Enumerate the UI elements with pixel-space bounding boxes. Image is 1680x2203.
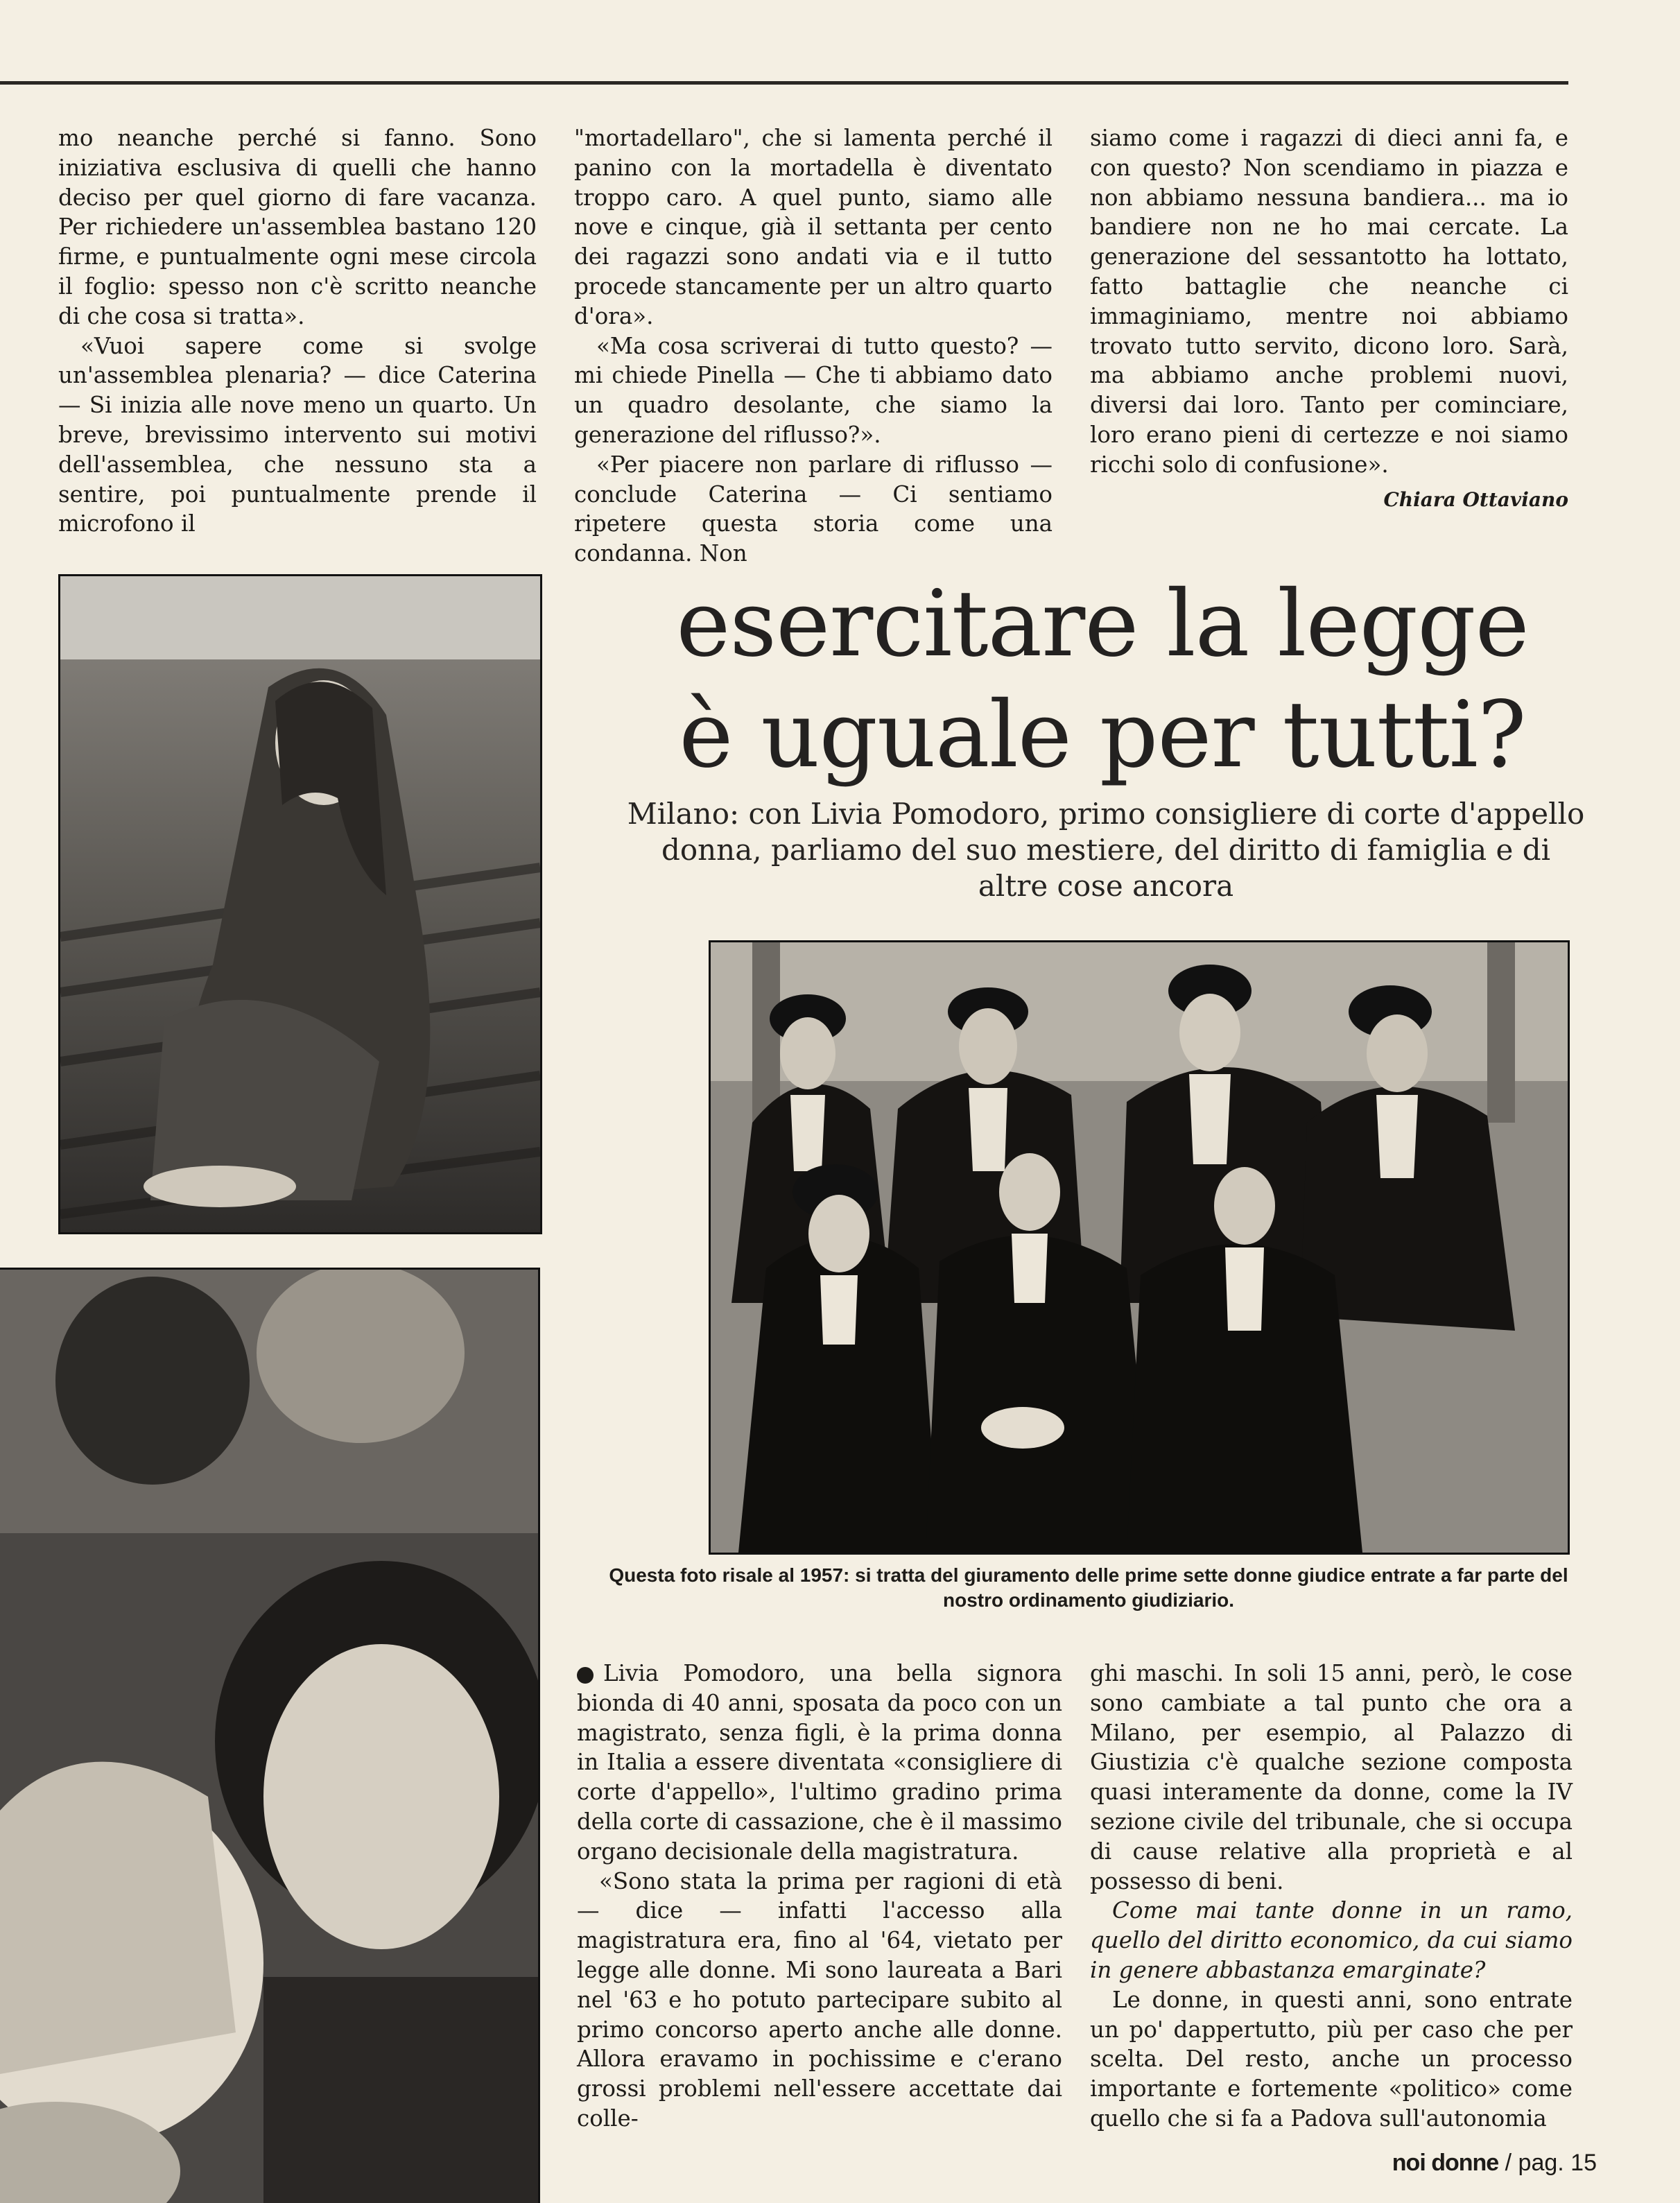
paragraph: Le donne, in questi anni, sono entrate un po' dappertutto, più per caso che per scelta. Del resto, anche un processo importante e fortemente «politico» come quello che si fa a Padova sull'autonomia bbox=[1090, 1986, 1573, 2132]
article-column-2 bbox=[1090, 1659, 1573, 2134]
top-rule bbox=[0, 81, 1568, 85]
photo-caption: Questa foto risale al 1957: si tratta del giuramento delle prime sette donne giudice entrate a far parte del nostro ordinamento giudiziario. bbox=[609, 1564, 1568, 1611]
top-column-3 bbox=[1090, 123, 1568, 515]
article-column-1 bbox=[577, 1659, 1062, 2134]
paragraph-text: Livia Pomodoro, una bella signora bionda di 40 anni, sposata da poco con un magistrato, senza figli, è la prima donna in Italia a essere diventata «consigliere di corte d'appello», l'ultimo gradino prima della corte di cassazione, che è il massimo organo decisionale della magistratura. bbox=[577, 1660, 1062, 1865]
article-deck: Milano: con Livia Pomodoro, primo consigliere di corte d'appello donna, parliamo del suo mestiere, del diritto di famiglia e di altre cose ancora bbox=[627, 797, 1585, 903]
magazine-brand: noi donne bbox=[1392, 2150, 1499, 2176]
article-headline bbox=[610, 569, 1595, 791]
photo-women-judges bbox=[709, 940, 1570, 1555]
paragraph: siamo come i ragazzi di dieci anni fa, e con questo? Non scendiamo in piazza e non abbiamo nessuna bandiera... ma io bandiere non ne ho mai cercate. La generazione del sessantotto ha lottato, fatto battaglie che neanche ci immaginiamo, mentre noi abbiamo trovato tutto servito, dicono loro. Sarà, ma abbiamo anche problemi nuovi, diversi dai loro. Tanto per cominciare, loro erano pieni di certezze e noi siamo ricchi solo di confusione». bbox=[1090, 125, 1568, 478]
page-folio bbox=[1392, 2150, 1597, 2177]
top-column-1 bbox=[58, 123, 537, 539]
paragraph bbox=[577, 1659, 1062, 1867]
photo-young-people-image bbox=[0, 1270, 538, 2203]
headline-line-2: è uguale per tutti? bbox=[679, 682, 1526, 788]
paragraph: «Sono stata la prima per ragioni di età — dice — infatti l'accesso alla magistratura era, fino al '64, vietato per legge alle donne. Mi sono laureata a Bari nel '63 e ho potuto partecipare subito al primo concorso aperto anche alle donne. Allora eravamo in pochissime e c'erano grossi problemi nell'essere accettate dai colle- bbox=[577, 1867, 1062, 2132]
paragraph: «Per piacere non parlare di riflusso — conclude Caterina — Ci sentiamo ripetere questa storia come una condanna. Non bbox=[574, 451, 1053, 567]
photo-girl-sitting-image bbox=[60, 576, 540, 1232]
author-signature: Chiara Ottaviano bbox=[1383, 487, 1568, 511]
paragraph: mo neanche perché si fanno. Sono iniziativa esclusiva di quelli che hanno deciso per quel giorno di fare vacanza. Per richiedere un'assemblea bastano 120 firme, e puntualmente ogni mese circola il foglio: spesso non c'è scritto neanche di che cosa si tratta». bbox=[58, 125, 537, 329]
paragraph: ghi maschi. In soli 15 anni, però, le cose sono cambiate a tal punto che ora a Milano, per esempio, al Palazzo di Giustizia c'è qualche sezione composta quasi interamente da donne, come la IV sezione civile del tribunale, che si occupa di cause relative alla proprietà e al possesso di beni. bbox=[1090, 1660, 1573, 1894]
paragraph: «Vuoi sapere come si svolge un'assemblea plenaria? — dice Caterina — Si inizia alle nove meno un quarto. Un breve, brevissimo intervento sui motivi dell'assemblea, che nessuno sta a sentire, poi puntualmente prende il microfono il bbox=[58, 332, 537, 537]
photo-girl-sitting bbox=[58, 574, 542, 1234]
question: Come mai tante donne in un ramo, quello del diritto economico, da cui siamo in genere abbastanza emarginate? bbox=[1090, 1897, 1573, 1983]
paragraph: «Ma cosa scriverai di tutto questo? — mi chiede Pinella — Che ti abbiamo dato un quadro desolante, che siamo la generazione del riflusso?». bbox=[574, 332, 1053, 448]
bullet-icon bbox=[577, 1667, 594, 1684]
top-column-2 bbox=[574, 123, 1053, 569]
photo-women-judges-image bbox=[711, 942, 1568, 1553]
page-number: / pag. 15 bbox=[1505, 2150, 1597, 2176]
paragraph: "mortadellaro", che si lamenta perché il panino con la mortadella è diventato troppo caro. A quel punto, siamo alle nove e cinque, già il settanta per cento dei ragazzi sono andati via e il tutto procede stancamente per un altro quarto d'ora». bbox=[574, 125, 1053, 329]
headline-line-1: esercitare la legge bbox=[676, 571, 1529, 677]
photo-young-people bbox=[0, 1268, 540, 2203]
